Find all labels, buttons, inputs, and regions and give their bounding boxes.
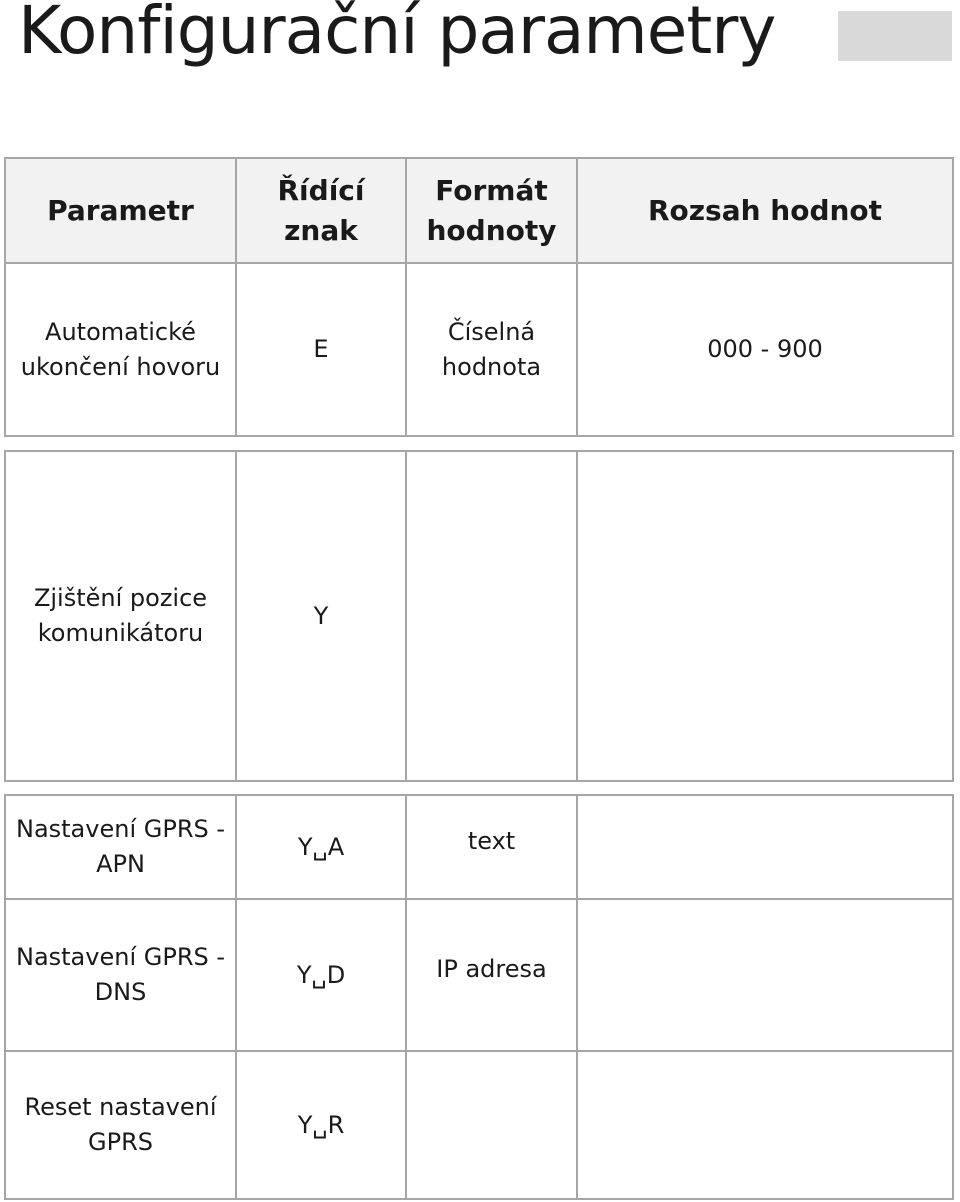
page-title: Konfigurační parametry [18, 0, 776, 69]
cell-znak: Y␣D [236, 899, 406, 1051]
cell-parametr: Nastavení GPRS - APN [5, 795, 236, 899]
cell-format-text: IP adresa [436, 954, 547, 983]
table-row [5, 263, 953, 436]
cell-parametr: Zjištění pozice komunikátoru [5, 451, 236, 781]
cell-format [406, 899, 577, 1051]
table-row [5, 795, 953, 899]
header-rozsah-hodnot: Rozsah hodnot [577, 158, 953, 263]
cell-format [406, 795, 577, 899]
cell-rozsah [577, 899, 953, 1051]
config-table-position-section [4, 450, 954, 782]
table-row [5, 1051, 953, 1199]
cell-format [406, 451, 577, 781]
table-row [5, 899, 953, 1051]
cell-rozsah [577, 795, 953, 899]
header-ridici-znak: Řídící znak [236, 158, 406, 263]
table-header-row [5, 158, 953, 263]
config-table-header-section [4, 157, 954, 437]
cell-parametr: Automatické ukončení hovoru [5, 263, 236, 436]
cell-znak: Y␣A [236, 795, 406, 899]
cell-rozsah: 000 - 900 [577, 263, 953, 436]
cell-znak: Y [236, 451, 406, 781]
cell-format: Číselná hodnota [406, 263, 577, 436]
cell-format-text: text [467, 826, 516, 855]
header-parametr: Parametr [5, 158, 236, 263]
cell-parametr: Nastavení GPRS - DNS [5, 899, 236, 1051]
cell-znak: E [236, 263, 406, 436]
table-row [5, 451, 953, 781]
cell-format [406, 1051, 577, 1199]
header-format-hodnoty: Formát hodnoty [406, 158, 577, 263]
cell-parametr: Reset nastavení GPRS [5, 1051, 236, 1199]
cell-rozsah [577, 451, 953, 781]
config-table-gprs-section [4, 794, 954, 1200]
cell-rozsah [577, 1051, 953, 1199]
cell-znak: Y␣R [236, 1051, 406, 1199]
grey-block [838, 11, 952, 61]
